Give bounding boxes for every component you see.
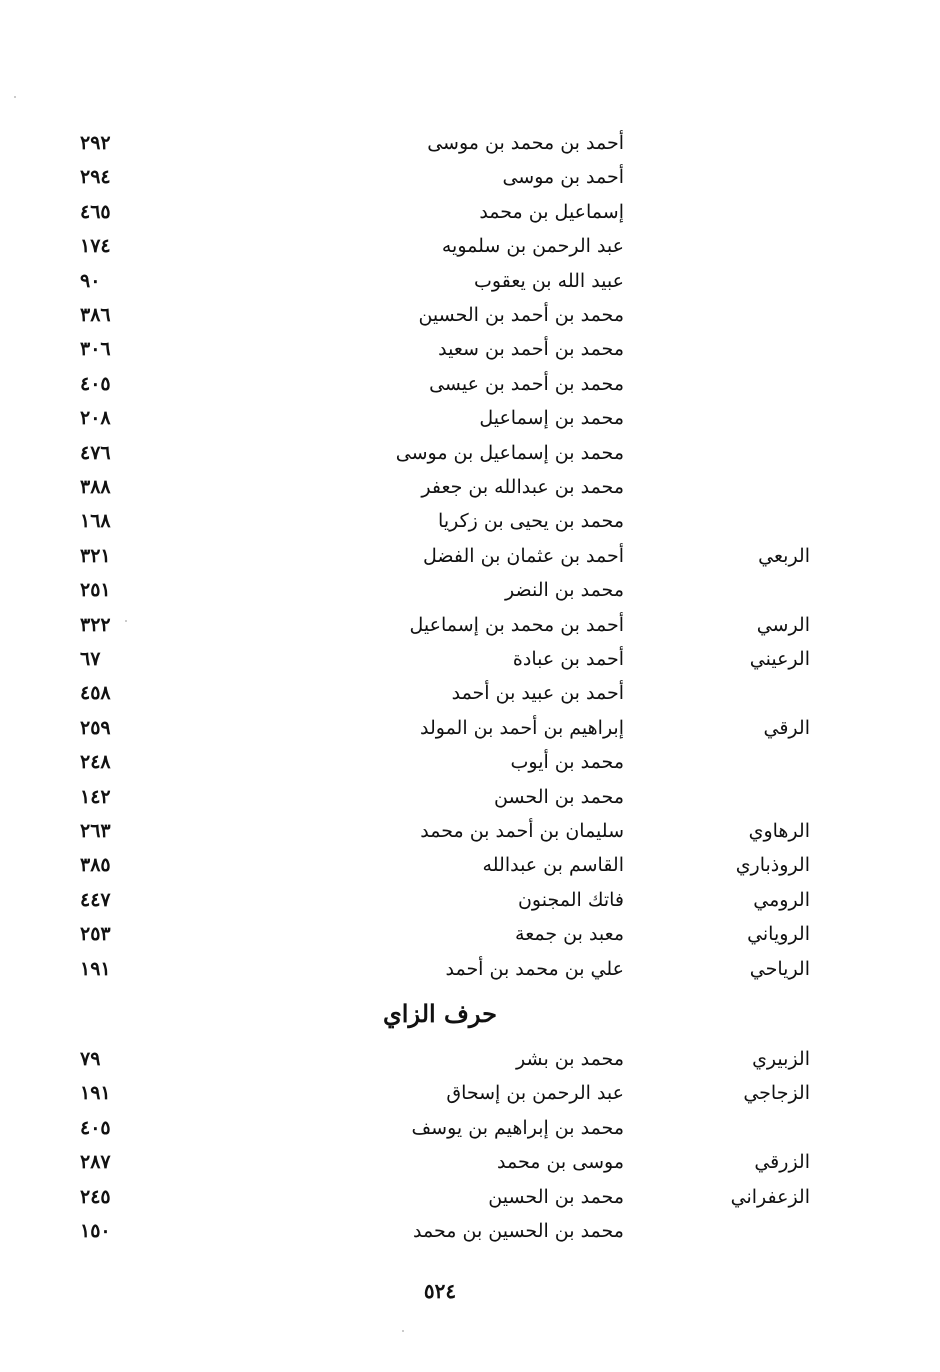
- entry-name: فاتك المجنون: [517, 888, 624, 911]
- entry-page-number: ١٥٠: [80, 1220, 111, 1242]
- entry-page-number: ٢٥١: [80, 579, 111, 602]
- entry-name: محمد بن إبراهيم بن يوسف: [411, 1116, 624, 1139]
- entry-page-number: ٢٠٨: [80, 407, 111, 430]
- index-entry: [0, 298, 940, 332]
- entry-page-number: ٣٠٦: [80, 338, 111, 361]
- entry-page-number: ٤٠٥: [80, 372, 111, 395]
- index-entry: [0, 711, 940, 745]
- entry-page-number: ٤٤٧: [80, 888, 111, 911]
- entry-nisba: الرعيني: [749, 648, 810, 670]
- index-entry: [0, 229, 940, 263]
- entry-page-number: ٢٦٣: [80, 820, 111, 842]
- entry-name: عبيد الله بن يعقوب: [474, 269, 624, 292]
- entry-nisba: الزرقي: [754, 1151, 810, 1174]
- entry-nisba: الروياني: [747, 923, 810, 946]
- entry-name: محمد بن إسماعيل: [479, 407, 624, 430]
- entry-name: عبد الرحمن بن إسحاق: [446, 1082, 624, 1105]
- index-entry: [0, 1042, 940, 1076]
- index-entry: [0, 160, 940, 194]
- index-entry: [0, 848, 940, 882]
- index-entry: [0, 642, 940, 676]
- entry-page-number: ٢٨٧: [80, 1151, 111, 1174]
- entry-name: محمد بن النضر: [505, 579, 624, 602]
- entry-name: أحمد بن عبيد بن أحمد: [451, 682, 624, 705]
- index-entry: [0, 264, 940, 298]
- entry-nisba: الرومي: [753, 888, 810, 911]
- entry-name: أحمد بن عبادة: [512, 648, 624, 670]
- section-heading: [0, 996, 940, 1032]
- index-entry: [0, 1145, 940, 1179]
- entry-name: محمد بن الحسين بن محمد: [413, 1220, 624, 1242]
- entry-page-number: ٦٧: [80, 648, 101, 670]
- index-entry: [0, 539, 940, 573]
- entry-page-number: ٣٨٥: [80, 854, 111, 877]
- page-number: [0, 1276, 940, 1306]
- entry-nisba: الربعي: [758, 544, 810, 567]
- index-entry: [0, 608, 940, 642]
- index-entry: [0, 504, 940, 538]
- entry-page-number: ٤٥٨: [80, 682, 111, 705]
- entry-page-number: ٢٩٢: [80, 132, 111, 154]
- index-entry: [0, 917, 940, 951]
- entry-page-number: ٢٩٤: [80, 166, 111, 189]
- scan-speck: [402, 1330, 404, 1332]
- entry-page-number: ١٦٨: [80, 510, 111, 533]
- entry-name: أحمد بن محمد بن إسماعيل: [409, 613, 624, 636]
- entry-name: أحمد بن محمد بن موسى: [427, 132, 624, 154]
- index-entry: [0, 952, 940, 986]
- entry-name: محمد بن عبدالله بن جعفر: [421, 476, 624, 498]
- entry-page-number: ١٤٢: [80, 785, 111, 808]
- index-entry: [0, 573, 940, 607]
- entry-name: محمد بن أحمد بن سعيد: [438, 338, 624, 361]
- index-entry: [0, 332, 940, 366]
- entry-name: معبد بن جمعة: [515, 923, 624, 946]
- index-entry: [0, 195, 940, 229]
- entry-name: محمد بن بشر: [516, 1048, 624, 1070]
- entry-nisba: الرسي: [756, 613, 810, 636]
- index-entry: [0, 401, 940, 435]
- index-entry: [0, 814, 940, 848]
- entry-page-number: ١٩١: [80, 957, 111, 980]
- index-entry: [0, 126, 940, 160]
- entry-page-number: ٤٠٥: [80, 1116, 111, 1139]
- entry-name: علي بن محمد بن أحمد: [445, 957, 624, 980]
- scan-speck: [125, 620, 127, 622]
- index-entry: [0, 367, 940, 401]
- page-number-text: ٥٢٤: [423, 1279, 457, 1303]
- entry-name: محمد بن الحسن: [494, 785, 624, 808]
- entry-name: محمد بن يحيى بن زكريا: [438, 510, 624, 533]
- entry-nisba: الروذباري: [735, 854, 810, 877]
- entry-name: محمد بن أحمد بن الحسين: [418, 304, 624, 326]
- entry-name: سليمان بن أحمد بن محمد: [420, 820, 624, 842]
- entry-page-number: ٣٢١: [80, 544, 111, 567]
- index-entry: [0, 745, 940, 779]
- entry-page-number: ٤٦٥: [80, 200, 111, 223]
- entry-page-number: ٣٢٢: [80, 613, 111, 636]
- index-entry: [0, 1180, 940, 1214]
- entry-page-number: ٣٨٦: [80, 304, 111, 326]
- entry-name: عبد الرحمن بن سلمويه: [441, 235, 624, 258]
- entry-page-number: ٢٤٥: [80, 1185, 111, 1208]
- entry-page-number: ٢٥٣: [80, 923, 111, 946]
- entry-page-number: ٢٥٩: [80, 716, 111, 739]
- entry-page-number: ٤٧٦: [80, 441, 111, 464]
- entry-nisba: الرهاوي: [748, 820, 810, 842]
- entry-page-number: ٣٨٨: [80, 476, 111, 498]
- entry-name: محمد بن أيوب: [510, 751, 624, 774]
- index-entry: [0, 780, 940, 814]
- entry-name: محمد بن أحمد بن عيسى: [429, 372, 624, 395]
- index-entry: [0, 470, 940, 504]
- entry-name: موسى بن محمد: [497, 1151, 624, 1174]
- entry-page-number: ٧٩: [80, 1048, 101, 1070]
- entry-name: إسماعيل بن محمد: [479, 200, 624, 223]
- index-entry: [0, 1214, 940, 1248]
- entry-nisba: الزبيري: [752, 1048, 810, 1070]
- entry-name: إبراهيم بن أحمد بن المولد: [420, 716, 624, 739]
- entry-name: القاسم بن عبدالله: [482, 854, 624, 877]
- entry-name: أحمد بن موسى: [502, 166, 624, 189]
- entry-nisba: الزعفراني: [730, 1185, 810, 1208]
- entry-name: محمد بن إسماعيل بن موسى: [395, 441, 624, 464]
- index-entry: [0, 1076, 940, 1110]
- scan-speck: [14, 96, 16, 98]
- entry-page-number: ١٧٤: [80, 235, 111, 258]
- entry-name: محمد بن الحسين: [488, 1185, 624, 1208]
- index-entry: [0, 436, 940, 470]
- entry-page-number: ٢٤٨: [80, 751, 111, 774]
- index-entry: [0, 1111, 940, 1145]
- entry-nisba: الزجاجي: [743, 1082, 810, 1105]
- entry-page-number: ٩٠: [80, 269, 101, 292]
- entry-nisba: الرياحي: [749, 957, 810, 980]
- entry-nisba: الرقي: [763, 716, 810, 739]
- entry-page-number: ١٩١: [80, 1082, 111, 1105]
- index-entry: [0, 676, 940, 710]
- section-heading-text: حرف الزاي: [383, 999, 497, 1028]
- index-entry: [0, 883, 940, 917]
- entry-name: أحمد بن عثمان بن الفضل: [423, 544, 624, 567]
